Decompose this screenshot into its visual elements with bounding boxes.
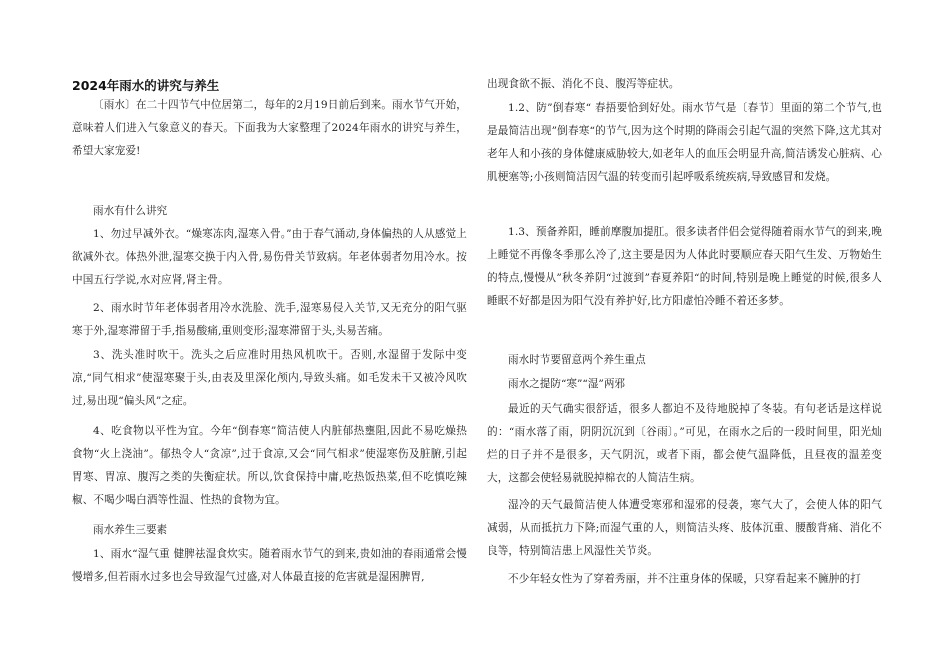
paragraph-item-2: 2、雨水时节年老体弱者用冷水洗脸、洗手,湿寒易侵入关节,又无充分的阳气驱寒于外,湿寒滞留于手,指易酸痛,重则变形;湿寒滞留于头,头易苦痛。 — [72, 302, 467, 337]
paragraph-item-9: 湿冷的天气最简洁使人体遭受寒邪和湿邪的侵袭，寒气大了，会使人体的阳气减弱，从而抵抗力下降;而湿气重的人，则简洁头疼、肢体沉重、腰酸背痛、消化不良等，特别简洁患上风湿性关节炎。 — [487, 499, 882, 557]
paragraph-item-7: 1.3、预备养阳，睡前摩腹加提肛。很多读者伴侣会觉得随着雨水节气的到来,晚上睡觉不再像冬季那么冷了,这主要是因为人体此时要顺应春天阳气生发、万物始生的特点,慢慢从”秋冬养阴“过渡到”春夏养阳“的时间,特别是晚上睡觉的时候,很多人睡眠不好都是因为阳气没有养护好,比方阳虚怕冷睡不着还多梦。 — [487, 226, 882, 307]
section-heading-three-elements: 雨水养生三要素 — [93, 524, 168, 536]
paragraph-item-5: 1、雨水“湿气重 健脾祛湿食炊实。随着雨水节气的到来,贵如油的春雨通常会慢慢增多,但若雨水过多也会导致湿气过盛,对人体最直接的危害就是湿困脾胃, — [72, 548, 467, 583]
intro-paragraph: 〔雨水〕在二十四节气中位居第二，每年的2月19日前后到来。雨水节气开始，意味着人们进入气象意义的春天。下面我为大家整理了2024年雨水的讲究与养生，希望大家宠爱! — [72, 99, 467, 157]
paragraph-item-3: 3、洗头准时吹干。洗头之后应准时用热风机吹干。否则,水湿留于发际中变凉,“同气相求”使湿寒聚于头,由表及里深化颅内,导致头痛。如毛发未干又被冷风吹过,易出现“偏头风”之症。 — [72, 349, 467, 407]
paragraph-continuation: 出现食欲不振、消化不良、腹泻等症状。 — [487, 78, 680, 90]
subheading-cold-damp: 雨水之提防“寒”“湿”两邪 — [508, 378, 626, 390]
paragraph-item-4: 4、吃食物以平性为宜。今年“倒春寒”简洁使人内脏郁热壅阻,因此不易吃燥热食物“火上浇油”。郁热令人“贪凉”,过于食凉,又会“同气相求”使湿寒伤及脏腑,引起胃寒、胃凉、腹泻之类的失衡症状。所以,饮食保持中庸,吃热饭热菜,但不吃慎吃辣椒、不喝少喝白酒等性温、性热的食物为宜。 — [72, 425, 467, 506]
paragraph-item-1: 1、勿过早减外衣。“燥寒冻肉,湿寒入骨。”由于春气涌动,身体偏热的人从感觉上欲减外衣。体热外泄,湿寒交换于内入骨,易伤骨关节致病。年老体弱者勿用冷水。按中国五行学说,水对应肾,肾主骨。 — [72, 228, 467, 286]
section-heading-two-focuses: 雨水时节要留意两个养生重点 — [508, 354, 646, 366]
section-heading-customs: 雨水有什么讲究 — [93, 205, 168, 217]
paragraph-item-10: 不少年轻女性为了穿着秀丽，并不注重身体的保暖，只穿看起来不臃肿的打 — [508, 573, 861, 585]
document-title: 2024年雨水的讲究与养生 — [72, 78, 220, 93]
paragraph-item-8: 最近的天气确实很舒适，很多人都迫不及待地脱掉了冬装。有句老话是这样说的：“雨水落了雨，阴阴沉沉到〔谷雨〕。”可见，在雨水之后的一段时间里，阳光灿烂的日子并不是很多，天气阴沉，或者下雨，都会使气温降低，且昼夜的温差变大，这都会使轻易就脱掉棉衣的人简洁生病。 — [487, 403, 882, 484]
paragraph-item-6: 1.2、防”倒春寒“ 春捂要恰到好处。雨水节气是〔春节〕里面的第二个节气,也是最简洁出现”倒春寒“的节气,因为这个时期的降雨会引起气温的突然下降,这尤其对老年人和小孩的身体健康威胁较大,如老年人的血压会明显升高,简洁诱发心脏病、心肌梗塞等;小孩则简洁因气温的转变而引起呼吸系统疾病,导致感冒和发烧。 — [487, 102, 882, 183]
